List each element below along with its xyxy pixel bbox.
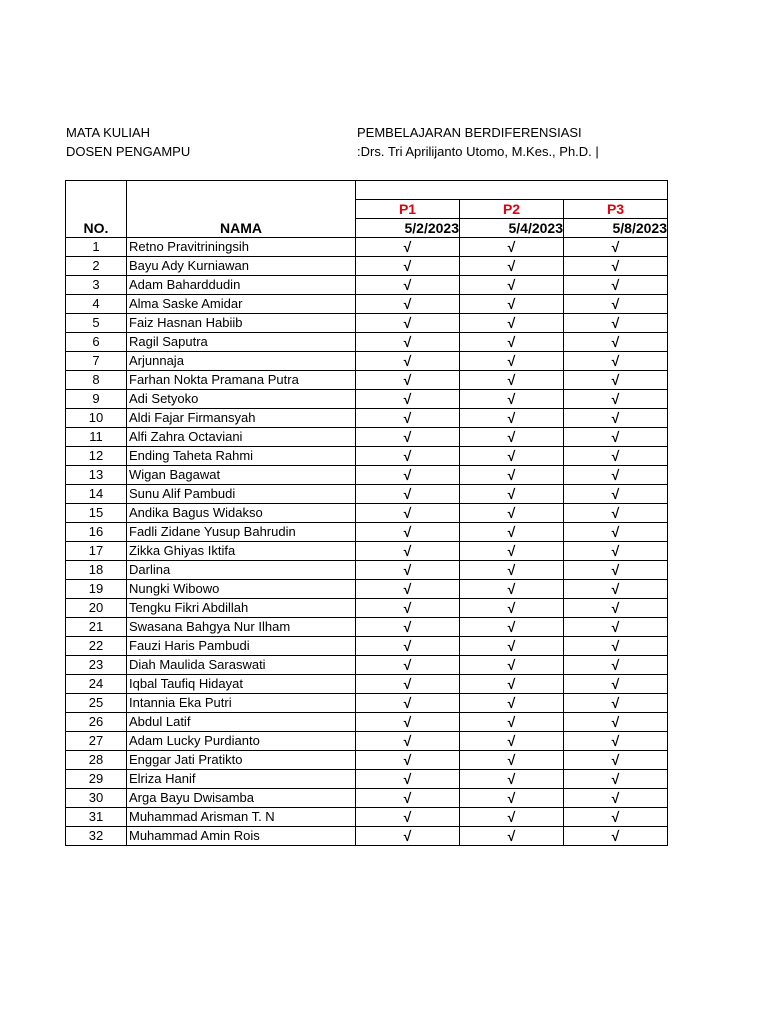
student-name: Abdul Latif xyxy=(127,713,356,732)
session-date-p1: 5/2/2023 xyxy=(356,219,460,238)
attendance-check-p1: √ xyxy=(356,390,460,409)
session-label-row xyxy=(66,200,668,219)
student-number: 24 xyxy=(66,675,127,694)
student-number: 3 xyxy=(66,276,127,295)
student-name: Faiz Hasnan Habiib xyxy=(127,314,356,333)
attendance-check-p3: √ xyxy=(564,542,668,561)
attendance-check-p3: √ xyxy=(564,713,668,732)
attendance-check-p1: √ xyxy=(356,238,460,257)
attendance-check-p1: √ xyxy=(356,675,460,694)
student-name: Arjunnaja xyxy=(127,352,356,371)
attendance-check-p2: √ xyxy=(460,561,564,580)
table-row xyxy=(66,808,668,827)
student-name: Aldi Fajar Firmansyah xyxy=(127,409,356,428)
attendance-check-p1: √ xyxy=(356,561,460,580)
mata-kuliah-label: MATA KULIAH xyxy=(66,125,151,140)
student-name: Tengku Fikri Abdillah xyxy=(127,599,356,618)
attendance-check-p3: √ xyxy=(564,238,668,257)
blank-no-cell xyxy=(66,200,127,219)
student-number: 14 xyxy=(66,485,127,504)
student-name: Muhammad Arisman T. N xyxy=(127,808,356,827)
attendance-check-p3: √ xyxy=(564,561,668,580)
student-number: 25 xyxy=(66,694,127,713)
table-row xyxy=(66,333,668,352)
attendance-check-p2: √ xyxy=(460,599,564,618)
student-number: 30 xyxy=(66,789,127,808)
attendance-check-p1: √ xyxy=(356,751,460,770)
table-row xyxy=(66,466,668,485)
attendance-check-p2: √ xyxy=(460,314,564,333)
column-header-row xyxy=(66,219,668,238)
student-name: Arga Bayu Dwisamba xyxy=(127,789,356,808)
student-number: 15 xyxy=(66,504,127,523)
table-row xyxy=(66,523,668,542)
student-number: 17 xyxy=(66,542,127,561)
table-row xyxy=(66,257,668,276)
attendance-table xyxy=(65,180,668,846)
attendance-check-p2: √ xyxy=(460,713,564,732)
student-name: Alma Saske Amidar xyxy=(127,295,356,314)
student-number: 26 xyxy=(66,713,127,732)
attendance-check-p3: √ xyxy=(564,656,668,675)
table-row xyxy=(66,751,668,770)
table-row xyxy=(66,580,668,599)
attendance-check-p2: √ xyxy=(460,390,564,409)
attendance-check-p2: √ xyxy=(460,257,564,276)
session-date-p2: 5/4/2023 xyxy=(460,219,564,238)
student-number: 19 xyxy=(66,580,127,599)
student-number: 23 xyxy=(66,656,127,675)
student-name: Muhammad Amin Rois xyxy=(127,827,356,846)
attendance-check-p3: √ xyxy=(564,276,668,295)
student-number: 2 xyxy=(66,257,127,276)
attendance-check-p3: √ xyxy=(564,428,668,447)
table-row xyxy=(66,656,668,675)
table-row xyxy=(66,504,668,523)
attendance-check-p1: √ xyxy=(356,314,460,333)
attendance-check-p2: √ xyxy=(460,827,564,846)
student-name: Andika Bagus Widakso xyxy=(127,504,356,523)
session-label-p1: P1 xyxy=(356,200,460,219)
student-number: 22 xyxy=(66,637,127,656)
blank-nama-cell xyxy=(127,200,356,219)
attendance-check-p2: √ xyxy=(460,675,564,694)
student-name: Sunu Alif Pambudi xyxy=(127,485,356,504)
student-name: Ragil Saputra xyxy=(127,333,356,352)
attendance-check-p3: √ xyxy=(564,751,668,770)
table-row xyxy=(66,599,668,618)
student-name: Retno Pravitriningsih xyxy=(127,238,356,257)
attendance-check-p3: √ xyxy=(564,580,668,599)
top-blank-nama xyxy=(127,181,356,200)
table-row xyxy=(66,618,668,637)
student-number: 13 xyxy=(66,466,127,485)
attendance-check-p1: √ xyxy=(356,713,460,732)
attendance-check-p1: √ xyxy=(356,428,460,447)
attendance-check-p2: √ xyxy=(460,428,564,447)
attendance-check-p3: √ xyxy=(564,314,668,333)
table-row xyxy=(66,827,668,846)
attendance-check-p1: √ xyxy=(356,599,460,618)
student-number: 1 xyxy=(66,238,127,257)
attendance-check-p1: √ xyxy=(356,827,460,846)
attendance-check-p1: √ xyxy=(356,409,460,428)
student-number: 11 xyxy=(66,428,127,447)
table-row xyxy=(66,352,668,371)
student-name: Fauzi Haris Pambudi xyxy=(127,637,356,656)
attendance-check-p2: √ xyxy=(460,808,564,827)
attendance-check-p3: √ xyxy=(564,770,668,789)
attendance-check-p1: √ xyxy=(356,770,460,789)
attendance-check-p2: √ xyxy=(460,485,564,504)
dosen-pengampu-label: DOSEN PENGAMPU xyxy=(66,144,191,159)
table-row xyxy=(66,542,668,561)
student-number: 20 xyxy=(66,599,127,618)
attendance-check-p2: √ xyxy=(460,276,564,295)
attendance-check-p1: √ xyxy=(356,276,460,295)
attendance-check-p2: √ xyxy=(460,732,564,751)
student-number: 4 xyxy=(66,295,127,314)
table-row xyxy=(66,637,668,656)
attendance-check-p1: √ xyxy=(356,542,460,561)
attendance-check-p2: √ xyxy=(460,637,564,656)
attendance-check-p3: √ xyxy=(564,333,668,352)
attendance-check-p1: √ xyxy=(356,732,460,751)
student-number: 10 xyxy=(66,409,127,428)
attendance-check-p1: √ xyxy=(356,504,460,523)
attendance-check-p1: √ xyxy=(356,789,460,808)
student-name: Iqbal Taufiq Hidayat xyxy=(127,675,356,694)
attendance-check-p1: √ xyxy=(356,295,460,314)
attendance-check-p2: √ xyxy=(460,770,564,789)
attendance-check-p2: √ xyxy=(460,656,564,675)
table-row xyxy=(66,732,668,751)
attendance-check-p3: √ xyxy=(564,352,668,371)
attendance-check-p3: √ xyxy=(564,295,668,314)
table-row xyxy=(66,675,668,694)
student-number: 28 xyxy=(66,751,127,770)
attendance-check-p1: √ xyxy=(356,808,460,827)
attendance-check-p2: √ xyxy=(460,371,564,390)
attendance-check-p2: √ xyxy=(460,466,564,485)
attendance-check-p3: √ xyxy=(564,827,668,846)
attendance-check-p3: √ xyxy=(564,618,668,637)
student-name: Darlina xyxy=(127,561,356,580)
student-name: Swasana Bahgya Nur Ilham xyxy=(127,618,356,637)
top-blank-sessions xyxy=(356,181,668,200)
attendance-check-p3: √ xyxy=(564,599,668,618)
table-row xyxy=(66,371,668,390)
student-name: Elriza Hanif xyxy=(127,770,356,789)
column-header-nama: NAMA xyxy=(127,219,356,238)
attendance-check-p1: √ xyxy=(356,257,460,276)
student-name: Alfi Zahra Octaviani xyxy=(127,428,356,447)
student-name: Enggar Jati Pratikto xyxy=(127,751,356,770)
attendance-check-p2: √ xyxy=(460,238,564,257)
attendance-check-p3: √ xyxy=(564,409,668,428)
student-number: 8 xyxy=(66,371,127,390)
student-number: 16 xyxy=(66,523,127,542)
attendance-check-p3: √ xyxy=(564,808,668,827)
table-top-row xyxy=(66,181,668,200)
attendance-check-p2: √ xyxy=(460,751,564,770)
attendance-check-p1: √ xyxy=(356,523,460,542)
attendance-check-p1: √ xyxy=(356,637,460,656)
attendance-check-p1: √ xyxy=(356,447,460,466)
attendance-check-p1: √ xyxy=(356,618,460,637)
attendance-check-p3: √ xyxy=(564,447,668,466)
student-number: 6 xyxy=(66,333,127,352)
table-row xyxy=(66,314,668,333)
student-number: 32 xyxy=(66,827,127,846)
attendance-check-p2: √ xyxy=(460,333,564,352)
attendance-check-p3: √ xyxy=(564,257,668,276)
dosen-pengampu-value: :Drs. Tri Aprilijanto Utomo, M.Kes., Ph.D. | xyxy=(357,144,599,159)
attendance-check-p3: √ xyxy=(564,789,668,808)
attendance-check-p2: √ xyxy=(460,542,564,561)
student-name: Ending Taheta Rahmi xyxy=(127,447,356,466)
attendance-check-p3: √ xyxy=(564,504,668,523)
student-number: 5 xyxy=(66,314,127,333)
student-number: 9 xyxy=(66,390,127,409)
table-row xyxy=(66,789,668,808)
attendance-check-p3: √ xyxy=(564,523,668,542)
table-row xyxy=(66,295,668,314)
attendance-check-p1: √ xyxy=(356,694,460,713)
attendance-check-p3: √ xyxy=(564,390,668,409)
session-label-p2: P2 xyxy=(460,200,564,219)
table-row xyxy=(66,409,668,428)
student-number: 12 xyxy=(66,447,127,466)
attendance-check-p3: √ xyxy=(564,732,668,751)
table-row xyxy=(66,770,668,789)
table-row xyxy=(66,447,668,466)
attendance-check-p2: √ xyxy=(460,504,564,523)
student-name: Nungki Wibowo xyxy=(127,580,356,599)
attendance-check-p2: √ xyxy=(460,295,564,314)
table-row xyxy=(66,485,668,504)
student-name: Wigan Bagawat xyxy=(127,466,356,485)
attendance-check-p2: √ xyxy=(460,409,564,428)
attendance-check-p3: √ xyxy=(564,371,668,390)
student-name: Fadli Zidane Yusup Bahrudin xyxy=(127,523,356,542)
column-header-no: NO. xyxy=(66,219,127,238)
table-row xyxy=(66,390,668,409)
attendance-table-body xyxy=(66,181,668,846)
attendance-check-p2: √ xyxy=(460,447,564,466)
student-number: 31 xyxy=(66,808,127,827)
attendance-check-p3: √ xyxy=(564,485,668,504)
attendance-check-p2: √ xyxy=(460,789,564,808)
attendance-check-p3: √ xyxy=(564,466,668,485)
student-name: Adam Lucky Purdianto xyxy=(127,732,356,751)
table-row xyxy=(66,561,668,580)
student-name: Farhan Nokta Pramana Putra xyxy=(127,371,356,390)
student-number: 29 xyxy=(66,770,127,789)
student-name: Adam Baharddudin xyxy=(127,276,356,295)
student-name: Zikka Ghiyas Iktifa xyxy=(127,542,356,561)
attendance-check-p2: √ xyxy=(460,352,564,371)
student-name: Bayu Ady Kurniawan xyxy=(127,257,356,276)
student-number: 21 xyxy=(66,618,127,637)
student-number: 27 xyxy=(66,732,127,751)
session-label-p3: P3 xyxy=(564,200,668,219)
attendance-check-p3: √ xyxy=(564,637,668,656)
student-name: Intannia Eka Putri xyxy=(127,694,356,713)
top-blank-no xyxy=(66,181,127,200)
mata-kuliah-value: PEMBELAJARAN BERDIFERENSIASI xyxy=(357,125,582,140)
student-number: 18 xyxy=(66,561,127,580)
table-row xyxy=(66,428,668,447)
session-date-p3: 5/8/2023 xyxy=(564,219,668,238)
attendance-check-p2: √ xyxy=(460,694,564,713)
table-row xyxy=(66,713,668,732)
attendance-check-p1: √ xyxy=(356,371,460,390)
student-name: Diah Maulida Saraswati xyxy=(127,656,356,675)
attendance-check-p1: √ xyxy=(356,333,460,352)
attendance-check-p3: √ xyxy=(564,675,668,694)
attendance-check-p1: √ xyxy=(356,580,460,599)
attendance-check-p1: √ xyxy=(356,352,460,371)
attendance-check-p1: √ xyxy=(356,656,460,675)
attendance-check-p1: √ xyxy=(356,466,460,485)
table-row xyxy=(66,276,668,295)
student-name: Adi Setyoko xyxy=(127,390,356,409)
table-row xyxy=(66,694,668,713)
table-row xyxy=(66,238,668,257)
attendance-check-p2: √ xyxy=(460,580,564,599)
attendance-check-p1: √ xyxy=(356,485,460,504)
attendance-check-p2: √ xyxy=(460,618,564,637)
student-number: 7 xyxy=(66,352,127,371)
attendance-check-p3: √ xyxy=(564,694,668,713)
attendance-check-p2: √ xyxy=(460,523,564,542)
